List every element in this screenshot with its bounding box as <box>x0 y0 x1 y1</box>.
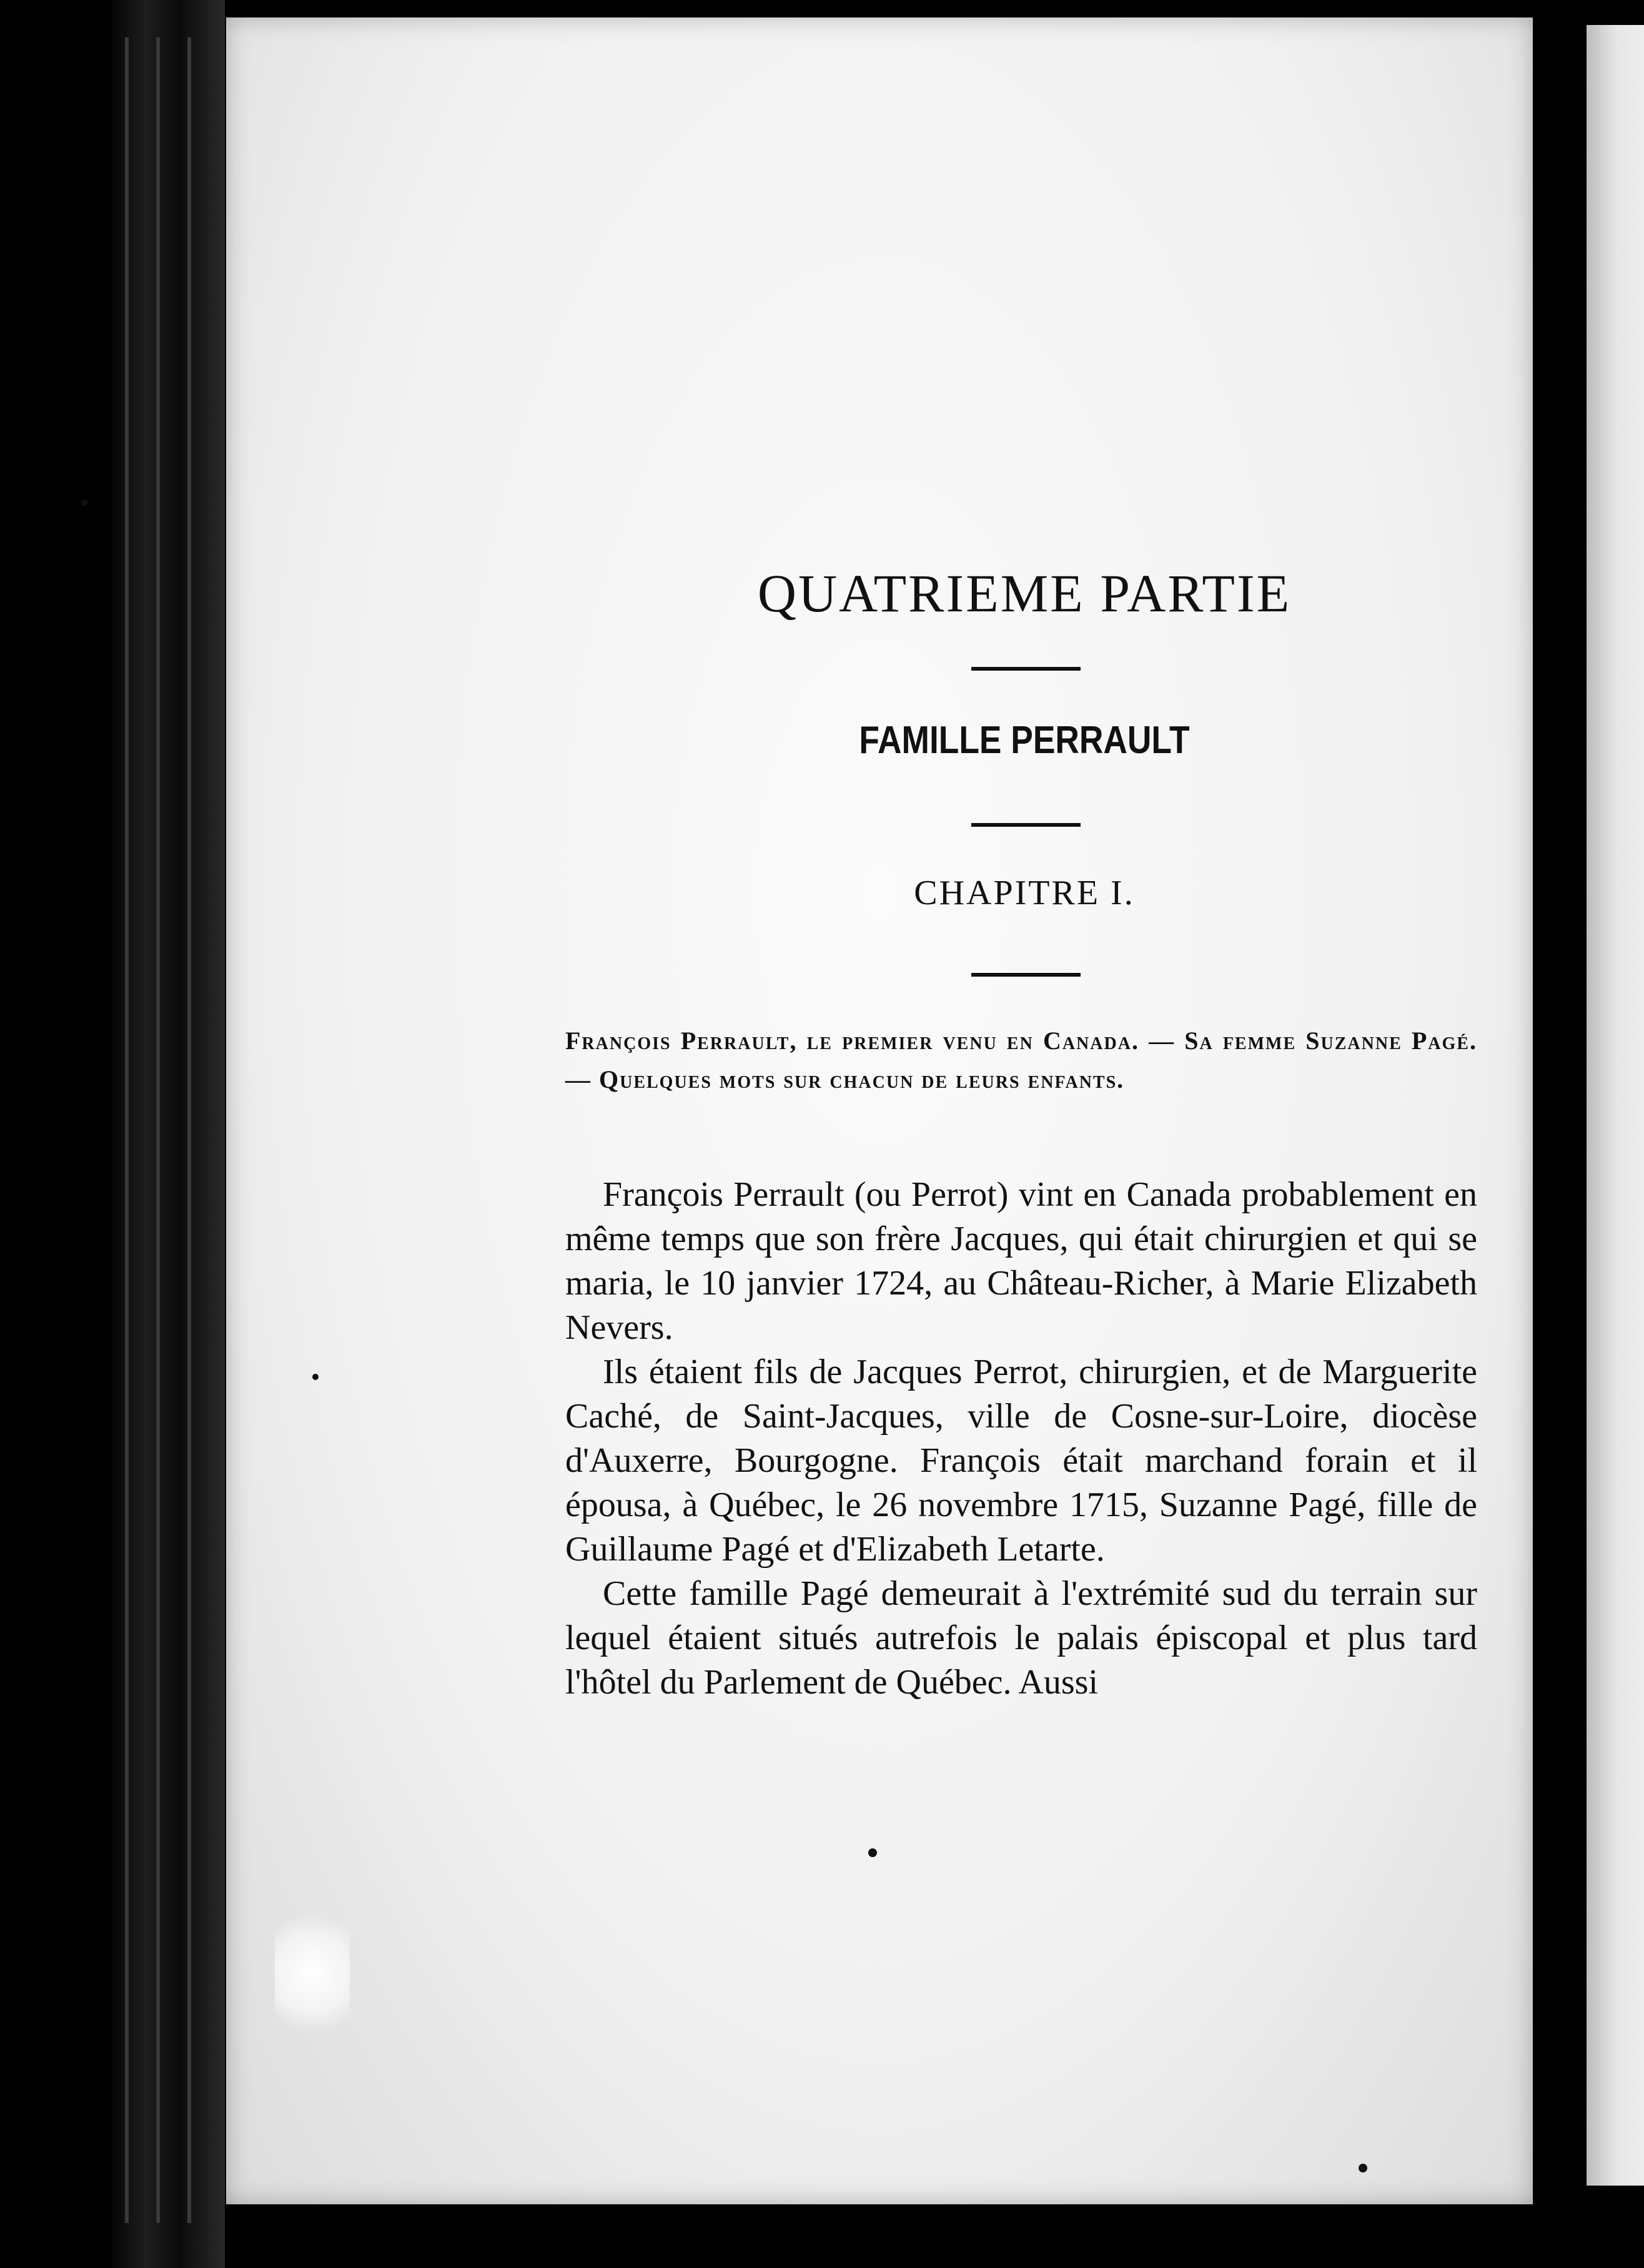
dust-speck <box>81 500 87 506</box>
paragraph: Cette famille Pagé demeurait à l'extrémité sud du terrain sur lequel étaient situés autrefois le palais épiscopal et plus tard l'hôtel du Parlement de Québec. Aussi <box>565 1574 1477 1702</box>
gutter-edge-line <box>187 37 191 2223</box>
family-rule <box>971 823 1081 827</box>
paragraph: Ils étaient fils de Jacques Perrot, chirurgien, et de Marguerite Caché, de Saint-Jacques, ville de Cosne-sur-Loire, diocèse d'Auxerre, Bourgogne. François était marchand forain et il épousa, à Québec, le 26 novembre 1715, Suzanne Pagé, fille de Guillaume Pagé et d'Elizabeth Letarte. <box>565 1353 1477 1569</box>
body-text <box>565 1173 1477 1705</box>
gutter-edge-line <box>125 37 129 2223</box>
ink-dot <box>1359 2164 1367 2172</box>
book-gutter <box>112 0 225 2268</box>
next-page-edge <box>1587 25 1644 2186</box>
chapter-rule <box>971 973 1081 977</box>
family-title: FAMILLE PERRAULT <box>859 719 1190 762</box>
chapter-title: CHAPITRE I. <box>914 874 1135 912</box>
gutter-edge-line <box>156 37 160 2223</box>
ink-dot <box>868 1848 877 1857</box>
page-smudge <box>275 1905 350 2042</box>
book-page <box>226 17 1533 2204</box>
title-rule <box>971 667 1081 671</box>
dust-speck <box>312 1374 319 1380</box>
paragraph: François Perrault (ou Perrot) vint en Canada probablement en même temps que son frère Jacques, qui était chirurgien et qui se maria, le 10 janvier 1724, au Château-Richer, à Marie Elizabeth Nevers. <box>565 1175 1477 1347</box>
part-title: QUATRIEME PARTIE <box>757 563 1292 623</box>
chapter-summary: François Perrault, le premier venu en Canada. — Sa femme Suzanne Pagé. — Quelques mots sur chacun de leurs enfants. <box>565 1027 1477 1093</box>
